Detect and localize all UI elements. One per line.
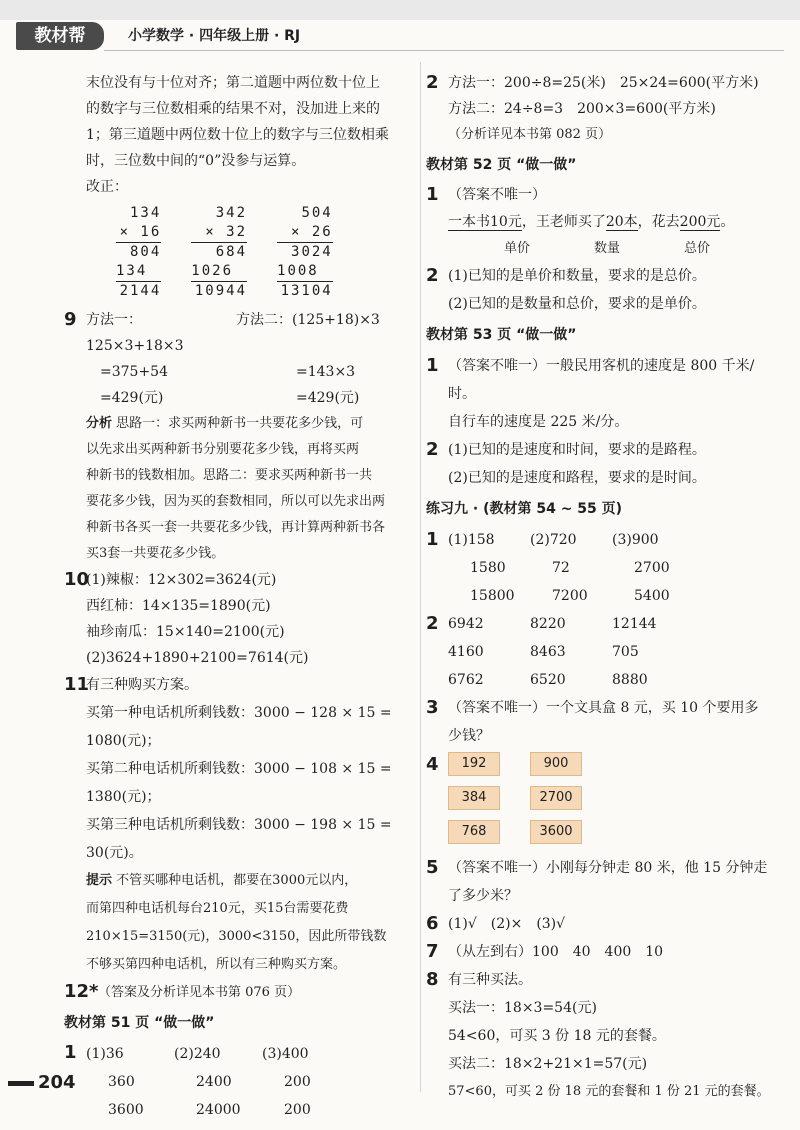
p52-question-1: 1 （答案不唯一） 一本书10元，王老师买了20本，花去200元。 单价 数量 总价: [426, 182, 778, 262]
p53-question-1: 1 （答案不唯一）一般民用客机的速度是 800 千米/时。 自行车的速度是 225 米/分。: [426, 355, 755, 430]
vertical-calc-3: 504 × 26 3024 1008 13104: [277, 205, 333, 299]
p52-question-2: 2 (1)已知的是单价和数量，要求的是总价。 (2)已知的是数量和总价，要求的是单价。: [426, 265, 706, 312]
analysis-block: 分析 思路一：求买两种新书一共要花多少钱，可 以先求出买两种新书分别要花多少钱，再将买两 种新书的钱数相加。思路二：要求买两种新书一共 要花多少钱，因为买的套数相同，所以可以先求出两 种新书各买一套一共要花多少钱，再计算两种新书各 买3套一共要花多少钱。: [86, 416, 386, 561]
question-2: 2 方法一：200÷8=25(米) 25×24=600(平方米) 方法二：24÷8=3 200×3=600(平方米) （分析详见本书第 082 页）: [426, 72, 759, 142]
exercise-question-6: 6 (1)√ (2)× (3)√: [426, 913, 566, 934]
book-title: 小学数学 · 四年级上册 · RJ: [128, 28, 301, 44]
p51-question-1: 1 (1)36 (2)240 (3)400 360 2400 200 3600 24000 200: [64, 1042, 311, 1118]
brand-logo: 教材帮: [16, 22, 104, 50]
question-9: 9 方法一：125×3+18×3 方法二：(125+18)×3 =375+54 =143×3 =429(元) =429(元): [64, 309, 380, 406]
answer-box: 900: [530, 752, 582, 776]
exercise-question-7: 7 （从左到右）100 40 400 10: [426, 941, 664, 962]
page-bar-icon: [8, 1081, 34, 1086]
exercise-question-2: 2 6942 8220 12144 4160 8463 705 6762 6520 8880: [426, 613, 657, 688]
exercise-question-4: 4 192 900 384 2700 768 3600: [426, 752, 778, 844]
section-heading-exercise-9: 练习九 · (教材第 54 ~ 55 页): [426, 501, 623, 517]
exercise-question-3: 3 （答案不唯一）一个文具盒 8 元，买 10 个要用多 少钱？: [426, 697, 759, 744]
column-divider: [420, 62, 421, 1092]
answer-box: 768: [448, 820, 500, 844]
answer-labels: 单价 数量 总价: [504, 241, 711, 256]
question-11: 11 有三种购买方案。 买第一种电话机所剩钱数：3000 − 128 × 15 = 1080(元)； 买第二种电话机所剩钱数：3000 − 108 × 15 = 1380(元)； 买第三种电话机所剩钱数：3000 − 198 × 15 = 30(元)。: [64, 674, 392, 861]
p53-question-2: 2 (1)已知的是速度和时间，要求的是路程。 (2)已知的是速度和路程，要求的是时间。: [426, 439, 706, 486]
page-header: [0, 0, 800, 56]
intro-line: 时，三位数中间的“0”没参与运算。: [86, 153, 306, 169]
exercise-question-8: 8 有三种买法。 买法一：18×3=54(元) 54<60，可买 3 份 18 元的套餐。 买法二：18×2+21×1=57(元) 57<60，可买 2 份 18 元的套餐和 1 份 21 元的套餐。: [426, 969, 770, 1099]
intro-line: 1；第三道题中两位数十位上的数字与三位数相乘: [86, 127, 389, 143]
vertical-calc-1: 134 × 16 804 134 2144: [116, 205, 162, 299]
question-10: 10 (1)辣椒：12×302=3624(元) 西红柿：14×135=1890(元) 袖珍南瓜：15×140=2100(元) (2)3624+1890+2100=7614(元): [64, 569, 309, 666]
question-12: 12* （答案及分析详见本书第 076 页）: [64, 981, 301, 1002]
answer-box: 192: [448, 752, 500, 776]
tip-block: 提示 不管买哪种电话机，都要在3000元以内， 而第四种电话机每台210元，买15台需要花费 210×15=3150(元)，3000<3150，因此所带钱数 不够买第四种电话机，所以有三种购买方案。: [86, 873, 387, 972]
answer-box: 384: [448, 786, 500, 810]
header-band: [0, 0, 800, 20]
page-number: 204: [8, 1072, 76, 1093]
tip-keyword: 提示: [86, 873, 113, 888]
answer-box: 3600: [530, 820, 582, 844]
intro-line: 的数字与三位数相乘的结果不对，没加进上来的: [86, 101, 380, 117]
right-column: [426, 70, 778, 1106]
section-heading-p53: 教材第 53 页 “做一做”: [426, 327, 577, 343]
left-column: [64, 70, 410, 1124]
exercise-question-5: 5 （答案不唯一）小刚每分钟走 80 米，他 15 分钟走 了多少米？: [426, 857, 768, 904]
vertical-calculations: [116, 204, 410, 301]
vertical-calc-2: 342 × 32 684 1026 10944: [191, 205, 248, 299]
analysis-keyword: 分析: [86, 416, 113, 431]
section-heading-p51: 教材第 51 页 “做一做”: [64, 1015, 215, 1031]
intro-line: 末位没有与十位对齐；第二道题中两位数十位上: [86, 75, 380, 91]
fix-label: 改正：: [86, 179, 128, 195]
section-heading-p52: 教材第 52 页 “做一做”: [426, 157, 577, 173]
header-rule: [104, 50, 784, 51]
answer-box: 2700: [530, 786, 582, 810]
exercise-question-1: 1 (1)158 (2)720 (3)900 1580 72 2700 15800 7200 5400: [426, 529, 670, 604]
